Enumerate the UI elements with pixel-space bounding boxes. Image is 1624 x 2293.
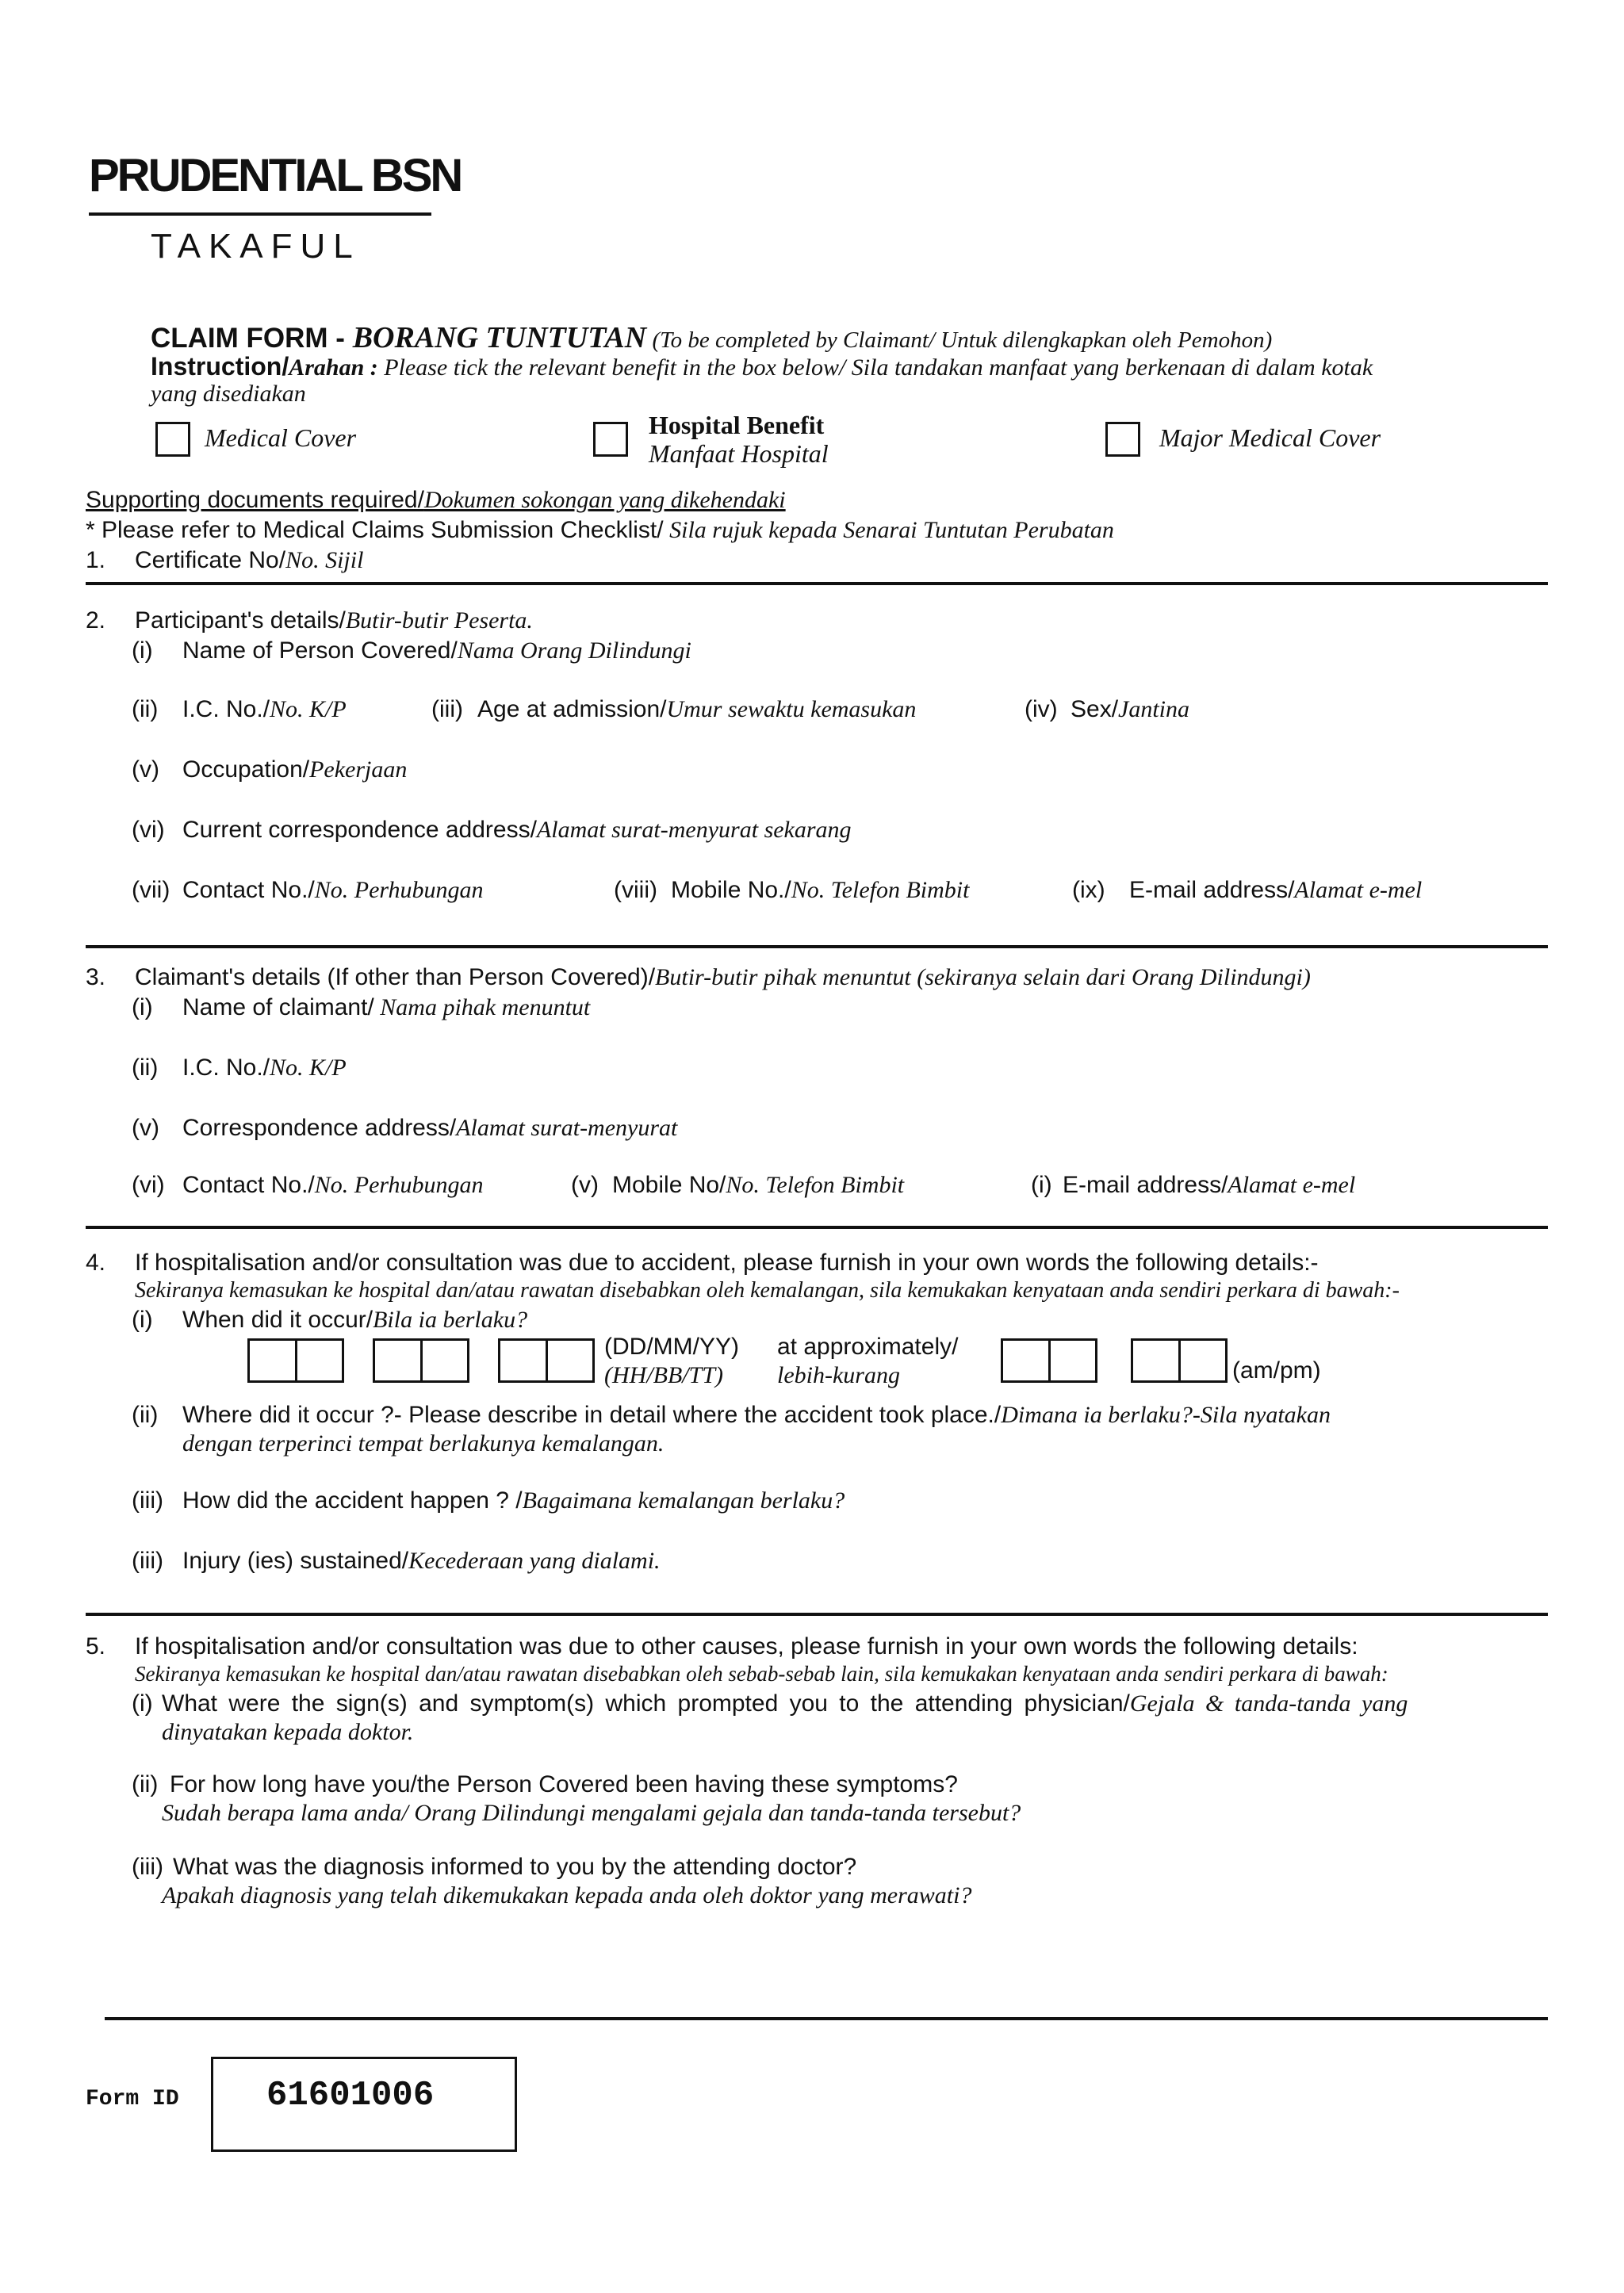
section-5-title: If hospitalisation and/or consultation was due to other causes, please furnish in your own words the following details:: [135, 1633, 1358, 1659]
participant-ic-en: I.C. No./: [182, 696, 270, 722]
brand-sub: TAKAFUL: [151, 227, 361, 266]
person-covered-name-label: [182, 637, 691, 664]
supporting-docs-note: [86, 517, 1114, 544]
section-1-rule: [86, 582, 1548, 585]
current-address-my: Alamat surat-menyurat sekarang: [536, 817, 852, 843]
contact-no-en: Contact No./: [182, 877, 315, 903]
s3-vi-number: (vi): [132, 1172, 165, 1198]
occupation-en: Occupation/: [182, 756, 310, 783]
section-1-number: 1.: [86, 547, 106, 573]
instruction-text-2: yang disediakan: [151, 381, 306, 407]
s3-i-number: (i): [132, 994, 153, 1020]
occupation-label: [182, 756, 407, 783]
symptom-duration-label-my: Sudah berapa lama anda/ Orang Dilindungi mengalami gejala dan tanda-tanda tersebut?: [162, 1800, 1021, 1826]
claim-title-my: BORANG TUNTUTAN: [352, 321, 647, 354]
section-3-number: 3.: [86, 964, 106, 990]
supporting-docs-title: [86, 487, 786, 514]
symptoms-label: [162, 1690, 1408, 1717]
claimant-contact-en: Contact No./: [182, 1172, 315, 1198]
supporting-docs-title-en: Supporting documents required/: [86, 487, 424, 513]
s2-ix-number: (ix): [1072, 877, 1105, 903]
where-occur-en: Where did it occur ?- Please describe in detail where the accident took place./: [182, 1402, 1002, 1428]
symptoms-label-my-2: dinyatakan kepada doktor.: [162, 1719, 414, 1745]
when-occur-label: [182, 1307, 527, 1334]
section-2-title-en: Participant's details/: [135, 607, 346, 634]
s2-vii-number: (vii): [132, 877, 170, 903]
age-at-admission-label: [477, 696, 916, 723]
form-id-label: Form ID: [86, 2087, 179, 2111]
claimant-name-my: Nama pihak menuntut: [373, 994, 591, 1020]
s4-ii-number: (ii): [132, 1402, 159, 1428]
brand-underline: [89, 212, 431, 216]
where-occur-my: Dimana ia berlaku?-Sila nyatakan: [1001, 1402, 1331, 1428]
s2-iv-number: (iv): [1025, 696, 1058, 722]
s5-ii-number: (ii): [132, 1771, 159, 1797]
injury-label: [182, 1548, 661, 1575]
section-2-title: [135, 607, 533, 634]
major-medical-label: Major Medical Cover: [1159, 423, 1381, 452]
claimant-contact-my: No. Perhubungan: [314, 1172, 484, 1198]
section-3-title-en: Claimant's details (If other than Person Covered)/: [135, 964, 656, 990]
claimant-ic-label: [182, 1055, 347, 1081]
section-2-title-my: Butir-butir Peserta.: [345, 607, 533, 634]
hospital-benefit-label-my: Manfaat Hospital: [649, 439, 829, 468]
current-address-label: [182, 817, 852, 844]
symptoms-my: Gejala & tanda-tanda yang: [1129, 1690, 1408, 1717]
when-occur-en: When did it occur/: [182, 1307, 373, 1333]
claimant-mobile-label: [612, 1172, 904, 1199]
claimant-email-my: Alamat e-mel: [1228, 1172, 1356, 1198]
how-happen-label: [182, 1487, 845, 1514]
s2-vi-number: (vi): [132, 817, 165, 843]
s2-viii-number: (viii): [614, 877, 657, 903]
s3-v-number: (v): [132, 1115, 159, 1141]
section-3-title: [135, 964, 1311, 991]
medical-cover-label: Medical Cover: [205, 423, 357, 452]
s2-ii-number: (ii): [132, 696, 159, 722]
certificate-no-label-my: No. Sijil: [285, 547, 364, 573]
claim-title: [151, 320, 1272, 355]
when-occur-my: Bila ia berlaku?: [373, 1307, 528, 1333]
occupation-my: Pekerjaan: [309, 756, 408, 783]
claimant-name-label: [182, 994, 590, 1021]
ampm-label: (am/pm): [1232, 1357, 1321, 1384]
section-4-number: 4.: [86, 1250, 106, 1276]
diagnosis-label: What was the diagnosis informed to you by the attending doctor?: [173, 1854, 857, 1880]
claimant-ic-my: No. K/P: [270, 1055, 347, 1081]
s4-iii-number: (iii): [132, 1487, 163, 1514]
claimant-address-label: [182, 1115, 677, 1142]
s2-i-number: (i): [132, 637, 153, 664]
brand-logo: PRUDENTIAL BSN: [89, 150, 462, 201]
participant-ic-label: [182, 696, 347, 723]
supporting-docs-title-my: Dokumen sokongan yang dikehendaki: [423, 487, 786, 513]
certificate-no-label-en: Certificate No/: [135, 547, 286, 573]
claimant-address-my: Alamat surat-menyurat: [456, 1115, 678, 1141]
s3-v2-number: (v): [571, 1172, 599, 1198]
s3-ii-number: (ii): [132, 1055, 159, 1081]
contact-no-my: No. Perhubungan: [314, 877, 484, 903]
medical-cover-checkbox[interactable]: [155, 422, 190, 457]
claimant-mobile-en: Mobile No/: [612, 1172, 726, 1198]
participant-ic-my: No. K/P: [270, 696, 347, 722]
s5-iii-number: (iii): [132, 1854, 163, 1880]
injury-my: Kecederaan yang dialami.: [408, 1548, 661, 1574]
symptom-duration-label: For how long have you/the Person Covered been having these symptoms?: [170, 1771, 958, 1797]
symptoms-en: What were the sign(s) and symptom(s) which prompted you to the attending physician/: [162, 1690, 1130, 1717]
sex-label: [1071, 696, 1189, 723]
approx-label-my: lebih-kurang: [777, 1362, 900, 1388]
section-3-title-my: Butir-butir pihak menuntut (sekiranya selain dari Orang Dilindungi): [655, 964, 1311, 990]
sex-my: Jantina: [1118, 696, 1190, 722]
supporting-docs-note-en: * Please refer to Medical Claims Submission Checklist/: [86, 517, 664, 543]
age-at-admission-my: Umur sewaktu kemasukan: [666, 696, 917, 722]
month-input-boxes[interactable]: [373, 1338, 469, 1383]
current-address-en: Current correspondence address/: [182, 817, 537, 843]
s5-i-number: (i): [132, 1690, 153, 1717]
person-covered-name-en: Name of Person Covered/: [182, 637, 458, 664]
claimant-email-label: [1063, 1172, 1355, 1199]
year-input-boxes[interactable]: [498, 1338, 595, 1383]
section-5-number: 5.: [86, 1633, 106, 1659]
person-covered-name-my: Nama Orang Dilindungi: [457, 637, 691, 664]
where-occur-label: [182, 1402, 1331, 1429]
claimant-address-en: Correspondence address/: [182, 1115, 457, 1141]
hospital-benefit-checkbox[interactable]: [593, 422, 628, 457]
section-4-title-my: Sekiranya kemasukan ke hospital dan/atau rawatan disebabkan oleh kemalangan, sila kemukakan kenyataan anda sendiri perkara di bawah:-: [135, 1278, 1400, 1303]
section-3-rule: [86, 1226, 1548, 1229]
minute-input-boxes[interactable]: [1131, 1338, 1228, 1383]
major-medical-checkbox[interactable]: [1105, 422, 1140, 457]
section-2-rule: [86, 945, 1548, 948]
approx-label: at approximately/: [777, 1334, 959, 1360]
email-my: Alamat e-mel: [1294, 877, 1423, 903]
sex-en: Sex/: [1071, 696, 1119, 722]
claim-title-note: (To be completed by Claimant/ Untuk dilengkapkan oleh Pemohon): [646, 327, 1273, 353]
diagnosis-label-my: Apakah diagnosis yang telah dikemukakan kepada anda oleh doktor yang merawati?: [162, 1882, 972, 1908]
how-happen-en: How did the accident happen ? /: [182, 1487, 523, 1514]
claimant-name-en: Name of claimant/: [182, 994, 374, 1020]
section-4-title: If hospitalisation and/or consultation was due to accident, please furnish in your own words the following details:-: [135, 1250, 1319, 1276]
claimant-mobile-my: No. Telefon Bimbit: [726, 1172, 905, 1198]
s2-iii-number: (iii): [431, 696, 463, 722]
s2-v-number: (v): [132, 756, 159, 783]
age-at-admission-en: Age at admission/: [477, 696, 667, 722]
certificate-no-label: [135, 547, 363, 574]
date-format-label-my: (HH/BB/TT): [604, 1362, 723, 1388]
mobile-no-label: [671, 877, 969, 904]
contact-no-label: [182, 877, 484, 904]
s3-i2-number: (i): [1031, 1172, 1052, 1198]
supporting-docs-note-my: Sila rujuk kepada Senarai Tuntutan Perubatan: [663, 517, 1114, 543]
how-happen-my: Bagaimana kemalangan berlaku?: [522, 1487, 845, 1514]
s4-i-number: (i): [132, 1307, 153, 1333]
injury-en: Injury (ies) sustained/: [182, 1548, 409, 1574]
hour-input-boxes[interactable]: [1001, 1338, 1097, 1383]
hospital-benefit-label: Hospital Benefit: [649, 411, 825, 439]
section-5-title-my: Sekiranya kemasukan ke hospital dan/atau rawatan disebabkan oleh sebab-sebab lain, sila kemukakan kenyataan anda sendiri perkara di bawah:: [135, 1662, 1388, 1686]
email-en: E-mail address/: [1129, 877, 1295, 903]
section-4-rule: [86, 1613, 1548, 1616]
mobile-no-en: Mobile No./: [671, 877, 791, 903]
day-input-boxes[interactable]: [247, 1338, 344, 1383]
date-format-label: (DD/MM/YY): [604, 1334, 739, 1360]
claimant-email-en: E-mail address/: [1063, 1172, 1228, 1198]
section-5-rule: [105, 2017, 1548, 2020]
where-occur-label-my-2: dengan terperinci tempat berlakunya kemalangan.: [182, 1430, 665, 1457]
claimant-ic-en: I.C. No./: [182, 1055, 270, 1081]
mobile-no-my: No. Telefon Bimbit: [791, 877, 970, 903]
email-label: [1129, 877, 1422, 904]
instruction-text: Please tick the relevant benefit in the box below/ Sila tandakan manfaat yang berkenaan di dalam kotak: [377, 354, 1373, 381]
claim-title-en: CLAIM FORM -: [151, 323, 353, 354]
instruction-label: Instruction/: [151, 352, 289, 381]
instruction-label-my: Arahan :: [289, 354, 378, 381]
claimant-contact-label: [182, 1172, 484, 1199]
form-id-value: 61601006: [266, 2076, 435, 2115]
instruction: [151, 352, 1373, 381]
s4-iv-number: (iii): [132, 1548, 163, 1574]
section-2-number: 2.: [86, 607, 106, 634]
